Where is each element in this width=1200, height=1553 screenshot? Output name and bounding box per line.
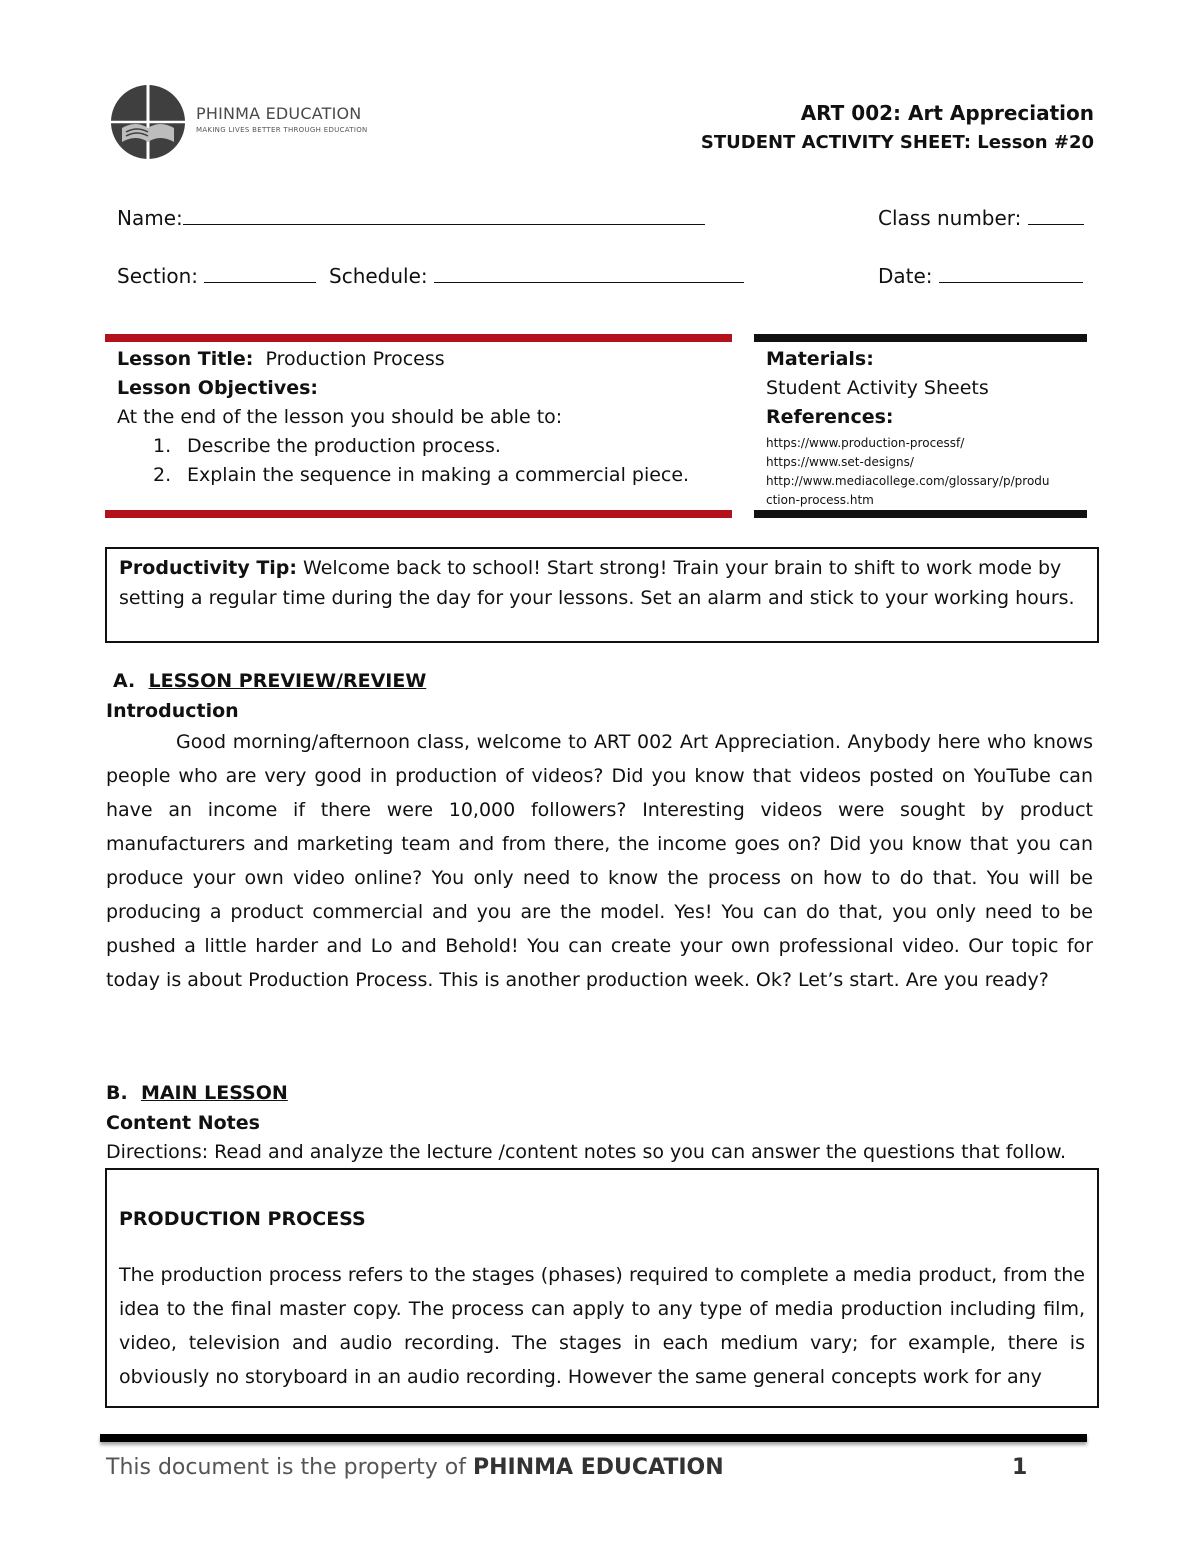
date-label: Date: <box>878 264 933 288</box>
course-title: ART 002: Art Appreciation <box>800 101 1094 125</box>
section-label: Section: <box>117 264 199 288</box>
materials-bottom-bar <box>754 510 1087 518</box>
lesson-top-bar <box>105 334 732 342</box>
content-box-title: PRODUCTION PROCESS <box>119 1208 366 1230</box>
tip-text: Welcome back to school! Start strong! Train your brain to shift to work mode by setting a regular time during the day for your lessons. Set an alarm and stick to your working hours. <box>119 557 1075 609</box>
directions-text: Directions: Read and analyze the lecture /content notes so you can answer the questions that follow. <box>106 1141 1067 1163</box>
lesson-info <box>117 345 727 490</box>
reference-link[interactable]: https://www.production-processf/ <box>766 436 965 450</box>
section-b-letter: B. <box>106 1082 128 1104</box>
introduction-heading: Introduction <box>106 700 239 722</box>
references-label: References: <box>766 406 894 428</box>
section-a-title: LESSON PREVIEW/REVIEW <box>148 670 427 692</box>
globe-book-icon <box>108 82 188 162</box>
section-a-letter: A. <box>113 670 136 692</box>
date-field[interactable] <box>878 264 1083 288</box>
sheet-lesson: : Lesson #20 <box>963 132 1094 153</box>
section-b-heading <box>106 1082 288 1104</box>
class-number-label: Class number: <box>878 206 1022 230</box>
footer-text <box>106 1455 724 1480</box>
reference-link[interactable]: http://www.mediacollege.com/glossary/p/produ <box>766 474 1050 488</box>
materials-info <box>766 345 1086 510</box>
logo-tagline: MAKING LIVES BETTER THROUGH EDUCATION <box>196 126 368 134</box>
name-label: Name: <box>117 206 183 230</box>
section-line[interactable] <box>204 281 316 283</box>
section-a-heading <box>113 670 426 692</box>
materials-top-bar <box>754 334 1087 342</box>
objective-number: 2. <box>153 464 172 486</box>
objective-item <box>117 432 727 461</box>
content-notes-box <box>105 1168 1099 1408</box>
logo-name: PHINMA EDUCATION <box>196 104 362 123</box>
materials-label: Materials: <box>766 348 874 370</box>
sheet-label: STUDENT ACTIVITY SHEET <box>700 132 964 153</box>
schedule-field[interactable] <box>329 264 744 288</box>
phinma-logo <box>108 82 368 162</box>
content-box-text: The production process refers to the stages (phases) required to complete a media product, from the idea to the final master copy. The process can apply to any type of media production including film, video, television and audio recording. The stages in each medium vary; for example, there is obviously no storyboard in an audio recording. However the same general concepts work for any <box>119 1264 1085 1388</box>
reference-link[interactable]: ction-process.htm <box>766 493 874 507</box>
lesson-bottom-bar <box>105 510 732 518</box>
objective-text: Explain the sequence in making a commercial piece. <box>187 464 690 486</box>
objective-text: Describe the production process. <box>187 435 501 457</box>
name-line[interactable] <box>183 223 705 225</box>
productivity-tip-box <box>105 547 1099 643</box>
objectives-intro: At the end of the lesson you should be able to: <box>117 406 563 428</box>
schedule-label: Schedule: <box>329 264 428 288</box>
name-field[interactable] <box>117 206 705 230</box>
tip-label: Productivity Tip: <box>119 557 297 579</box>
class-number-field[interactable] <box>878 206 1084 230</box>
lesson-title-value: Production Process <box>265 348 445 370</box>
sheet-title <box>701 132 1094 153</box>
footer-bar <box>100 1434 1087 1442</box>
page-number: 1 <box>1012 1455 1028 1480</box>
reference-link[interactable]: https://www.set-designs/ <box>766 455 914 469</box>
introduction-text: Good morning/afternoon class, welcome to ART 002 Art Appreciation. Anybody here who knows people who are very good in production of videos? Did you know that videos posted on YouTube can have an income if there were 10,000 followers? Interesting videos were sought by product manufacturers and marketing team and from there, the income goes on? Did you know that you can produce your own video online? You only need to know the process on how to do that. You will be producing a product commercial and you are the model. Yes! You can do that, you only need to be pushed a little harder and Lo and Behold! You can create your own professional video. Our topic for today is about Production Process. This is another production week. Ok? Let’s start. Are you ready? <box>106 731 1093 991</box>
date-line[interactable] <box>939 281 1083 283</box>
lesson-objectives-label: Lesson Objectives: <box>117 377 318 399</box>
footer-owner: PHINMA EDUCATION <box>472 1455 724 1480</box>
section-field[interactable] <box>117 264 316 288</box>
section-b-title: MAIN LESSON <box>140 1082 288 1104</box>
materials-value: Student Activity Sheets <box>766 377 989 399</box>
objective-number: 1. <box>153 435 172 457</box>
content-notes-heading: Content Notes <box>106 1112 260 1134</box>
objective-item <box>117 461 727 490</box>
footer-prefix: This document is the property of <box>106 1455 473 1480</box>
class-number-line[interactable] <box>1028 223 1084 225</box>
schedule-line[interactable] <box>434 281 744 283</box>
lesson-title-label: Lesson Title: <box>117 348 254 370</box>
